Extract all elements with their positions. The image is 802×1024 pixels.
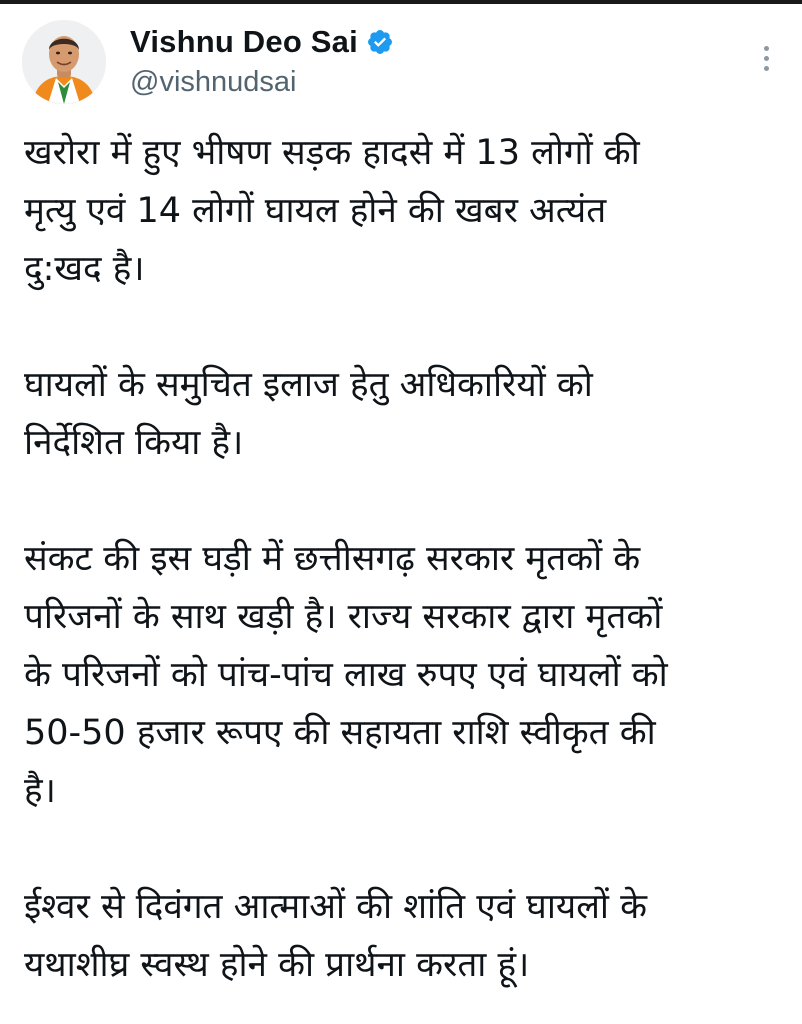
- tweet-text: [24, 124, 784, 994]
- tweet-paragraph-3: संकट की इस घड़ी में छत्तीसगढ़ सरकार मृतकों के परिजनों के साथ खड़ी है। राज्य सरकार द्वारा मृतकों के परिजनों को पांच-पांच लाख रुपए एवं घायलों को 50-50 हजार रूपए की सहायता राशि स्वीकृत की है।: [24, 539, 668, 811]
- author-handle[interactable]: @vishnudsai: [130, 66, 297, 98]
- more-options-icon[interactable]: [754, 38, 778, 78]
- verified-badge-icon: [366, 28, 394, 56]
- avatar-portrait-icon: [22, 20, 106, 104]
- more-dot: [764, 56, 769, 61]
- tweet-header: [22, 20, 782, 106]
- tweet-paragraph-1: खरोरा में हुए भीषण सड़क हादसे में 13 लोगों की मृत्यु एवं 14 लोगों घायल होने की खबर अत्यंत दु:खद है।: [24, 133, 640, 289]
- more-dot: [764, 46, 769, 51]
- author-display-name[interactable]: Vishnu Deo Sai: [130, 24, 358, 59]
- more-dot: [764, 66, 769, 71]
- tweet-paragraph-4: ईश्वर से दिवंगत आत्माओं की शांति एवं घायलों के यथाशीघ्र स्वस्थ होने की प्रार्थना करता हूं।: [24, 887, 648, 985]
- avatar[interactable]: [22, 20, 106, 104]
- author-names: [130, 22, 394, 99]
- display-name-row: [130, 22, 394, 62]
- tweet-paragraph-2: घायलों के समुचित इलाज हेतु अधिकारियों को निर्देशित किया है।: [24, 365, 593, 463]
